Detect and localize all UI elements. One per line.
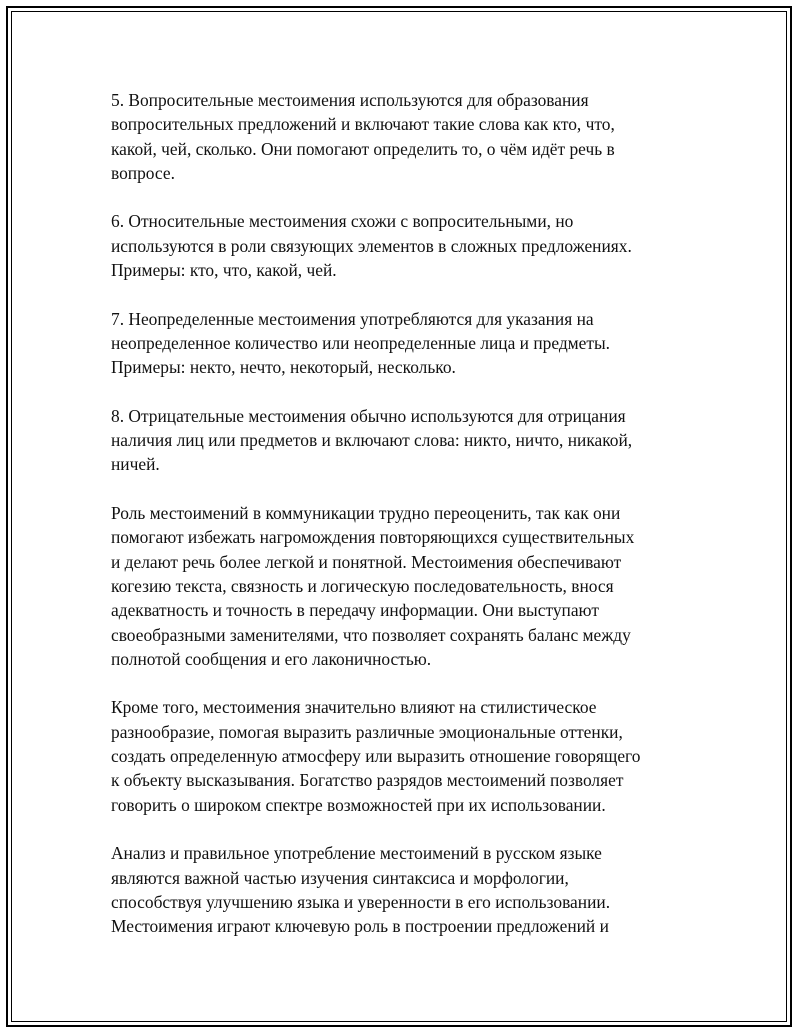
text-line: способствуя улучшению языка и уверенности в его использовании. bbox=[111, 891, 611, 912]
text-line: своеобразными заменителями, что позволяет сохранять баланс между bbox=[111, 624, 631, 645]
text-line: неопределенное количество или неопределенные лица и предметы. bbox=[111, 332, 611, 353]
text-line: к объекту высказывания. Богатство разрядов местоимений позволяет bbox=[111, 770, 624, 791]
paragraph-role-of-pronouns bbox=[111, 501, 681, 671]
text-line: Местоимения играют ключевую роль в построении предложений и bbox=[111, 916, 609, 937]
text-line: Кроме того, местоимения значительно влияют на стилистическое bbox=[111, 697, 597, 718]
text-line: когезию текста, связность и логическую последовательность, внося bbox=[111, 575, 614, 596]
text-line: Роль местоимений в коммуникации трудно переоценить, так как они bbox=[111, 503, 621, 524]
text-line: являются важной частью изучения синтаксиса и морфологии, bbox=[111, 867, 569, 888]
text-line: Примеры: некто, нечто, некоторый, несколько. bbox=[111, 357, 456, 378]
text-line: и делают речь более легкой и понятной. Местоимения обеспечивают bbox=[111, 551, 622, 572]
paragraph-relative-pronouns bbox=[111, 209, 681, 282]
text-line: Анализ и правильное употребление местоимений в русском языке bbox=[111, 843, 602, 864]
text-line: говорить о широком спектре возможностей при их использовании. bbox=[111, 794, 606, 815]
paragraph-interrogative-pronouns bbox=[111, 88, 681, 185]
text-line: 8. Отрицательные местоимения обычно используются для отрицания bbox=[111, 405, 626, 426]
text-line: адекватность и точность в передачу информации. Они выступают bbox=[111, 600, 599, 621]
text-line: 7. Неопределенные местоимения употребляются для указания на bbox=[111, 308, 594, 329]
text-line: какой, чей, сколько. Они помогают определить то, о чём идёт речь в bbox=[111, 138, 615, 159]
text-line: разнообразие, помогая выразить различные эмоциональные оттенки, bbox=[111, 721, 623, 742]
paragraph-indefinite-pronouns bbox=[111, 307, 681, 380]
text-line: вопросительных предложений и включают такие слова как кто, что, bbox=[111, 114, 615, 135]
text-line: помогают избежать нагромождения повторяющихся существительных bbox=[111, 527, 635, 548]
paragraph-stylistic-influence bbox=[111, 695, 681, 816]
paragraph-analysis-and-usage bbox=[111, 841, 681, 938]
document-body bbox=[111, 88, 681, 963]
text-line: 5. Вопросительные местоимения используются для образования bbox=[111, 90, 589, 110]
text-line: вопросе. bbox=[111, 162, 175, 183]
text-line: полнотой сообщения и его лаконичностью. bbox=[111, 648, 432, 669]
text-line: создать определенную атмосферу или выразить отношение говорящего bbox=[111, 746, 641, 767]
paragraph-negative-pronouns bbox=[111, 404, 681, 477]
text-line: ничей. bbox=[111, 454, 160, 475]
text-line: Примеры: кто, что, какой, чей. bbox=[111, 260, 337, 281]
text-line: наличия лиц или предметов и включают слова: никто, ничто, никакой, bbox=[111, 430, 633, 451]
text-line: используются в роли связующих элементов в сложных предложениях. bbox=[111, 235, 632, 256]
text-line: 6. Относительные местоимения схожи с вопросительными, но bbox=[111, 211, 574, 232]
